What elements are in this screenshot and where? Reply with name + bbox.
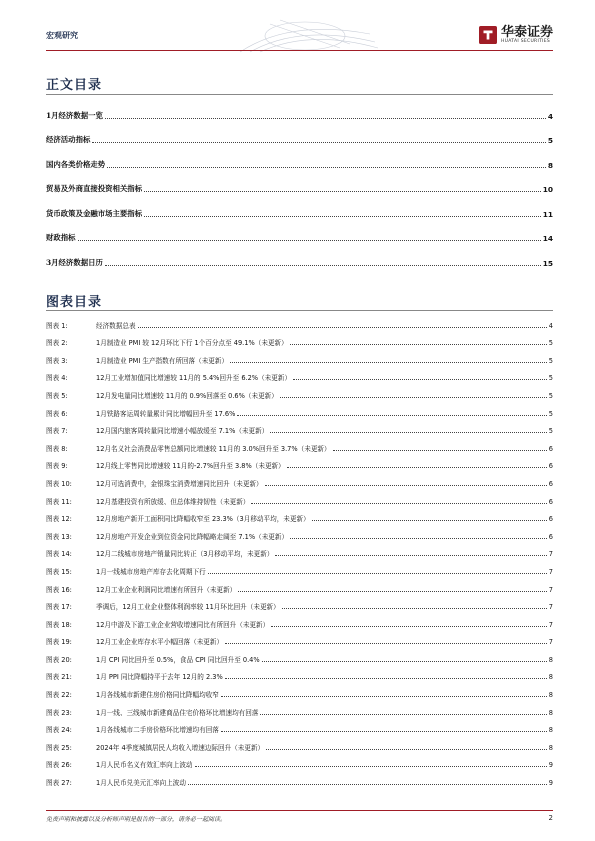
figure-item[interactable] — [46, 664, 553, 682]
figure-item[interactable] — [46, 734, 553, 752]
toc-item-page: 15 — [542, 258, 553, 268]
dot-leader — [92, 142, 545, 143]
huatai-logo-icon — [479, 26, 497, 44]
figure-item-label: 经济数据总表 — [96, 321, 136, 330]
figure-item-page: 8 — [548, 655, 553, 664]
figure-item[interactable] — [46, 312, 553, 330]
figure-item-number: 图表 27: — [46, 779, 72, 788]
figure-item-number: 图表 1: — [46, 321, 68, 330]
toc-title: 正文目录 — [46, 78, 103, 93]
dot-leader — [144, 191, 541, 192]
figure-item-number: 图表 18: — [46, 620, 72, 629]
brand-logo — [479, 26, 553, 44]
figure-item-label: 12月工业企业库存水平小幅回落（未更新） — [96, 638, 224, 647]
figure-item-number: 图表 22: — [46, 691, 72, 700]
toc-title-rule — [46, 94, 553, 95]
dot-leader — [282, 608, 547, 609]
figure-item-label: 1月铁路客运周转量累计同比增幅回升至 17.6% — [96, 409, 236, 418]
toc-item-label: 国内各类价格走势 — [46, 159, 106, 169]
figure-item-number: 图表 12: — [46, 515, 72, 524]
figure-item-page: 8 — [548, 691, 553, 700]
figure-item[interactable] — [46, 541, 553, 559]
dot-leader — [107, 167, 546, 168]
header-rule — [46, 50, 553, 51]
figure-item-label: 12月发电量同比增速较 11月的 0.9%回落至 0.6%（未更新） — [96, 391, 278, 400]
dot-leader — [290, 344, 547, 345]
figure-item-label: 12月工业企业利润同比增速有所回升（未更新） — [96, 585, 237, 594]
dot-leader — [238, 591, 547, 592]
figure-item-label: 1月人民币兑美元汇率向上波动 — [96, 779, 186, 788]
figure-item-page: 6 — [548, 462, 553, 471]
dot-leader — [138, 327, 547, 328]
figure-item-number: 图表 20: — [46, 655, 72, 664]
figure-item[interactable] — [46, 400, 553, 418]
figure-item-label: 1月各线城市新建住房价格同比降幅均收窄 — [96, 691, 219, 700]
figure-item-number: 图表 16: — [46, 585, 72, 594]
dot-leader — [105, 118, 546, 119]
figure-item-page: 8 — [548, 743, 553, 752]
figure-item-page: 6 — [548, 515, 553, 524]
figure-item-number: 图表 9: — [46, 462, 68, 471]
dot-leader — [287, 467, 547, 468]
figure-item-page: 9 — [548, 761, 553, 770]
figure-item[interactable] — [46, 699, 553, 717]
figure-item-page: 5 — [548, 391, 553, 400]
dot-leader — [105, 265, 541, 266]
dot-leader — [237, 415, 546, 416]
dot-leader — [312, 520, 547, 521]
figure-item-page: 8 — [548, 726, 553, 735]
figure-item-number: 图表 4: — [46, 374, 68, 383]
figure-item-label: 2024年 4季度城镇居民人均收入增速边际回升（未更新） — [96, 743, 265, 752]
footer-rule — [46, 810, 553, 811]
dot-leader — [265, 485, 547, 486]
dot-leader — [188, 784, 547, 785]
toc-item-page: 11 — [542, 209, 553, 219]
figure-item[interactable] — [46, 523, 553, 541]
figure-item-label: 1月人民币名义有效汇率向上波动 — [96, 761, 193, 770]
toc-item-label: 财政指标 — [46, 233, 76, 242]
toc-item-page: 8 — [547, 160, 553, 170]
figure-item-number: 图表 13: — [46, 532, 72, 541]
toc-item[interactable] — [46, 145, 553, 170]
figure-item-label: 12月房地产开发企业到位资金同比降幅略走阔至 7.1%（未更新） — [96, 532, 289, 541]
figure-item-label: 12月中游及下游工业企业营收增速同比有所回升（未更新） — [96, 620, 270, 629]
figure-item-page: 7 — [548, 567, 553, 576]
footer-disclaimer: 免责声明和披露以及分析师声明是报告的一部分，请务必一起阅读。 — [46, 816, 227, 823]
figure-item[interactable] — [46, 365, 553, 383]
header-decoration — [230, 14, 380, 54]
figure-item-number: 图表 14: — [46, 550, 72, 559]
figure-item-page: 5 — [548, 409, 553, 418]
figure-item-page: 7 — [548, 620, 553, 629]
figure-item-page: 5 — [548, 427, 553, 436]
figure-item[interactable] — [46, 629, 553, 647]
figure-item[interactable] — [46, 611, 553, 629]
figure-item-number: 图表 6: — [46, 409, 68, 418]
figure-item-page: 6 — [548, 532, 553, 541]
toc-item[interactable] — [46, 96, 553, 121]
toc-item-page: 14 — [542, 234, 553, 243]
figure-item-number: 图表 8: — [46, 444, 68, 453]
figure-item-number: 图表 5: — [46, 391, 68, 400]
figure-item[interactable] — [46, 646, 553, 664]
figure-item-page: 6 — [548, 444, 553, 453]
figure-item-number: 图表 21: — [46, 673, 72, 682]
dot-leader — [260, 714, 546, 715]
dot-leader — [333, 450, 547, 451]
page-number: 2 — [548, 814, 553, 822]
figure-item-label: 12月房地产新开工面积同比降幅收窄至 23.3%（3月移动平均，未更新） — [96, 515, 310, 524]
figure-item[interactable] — [46, 558, 553, 576]
dot-leader — [195, 766, 547, 767]
figure-item-page: 9 — [548, 779, 553, 788]
figure-item-number: 图表 26: — [46, 761, 72, 770]
figure-item-page: 7 — [548, 638, 553, 647]
figure-item-number: 图表 17: — [46, 603, 72, 612]
dot-leader — [78, 240, 541, 241]
figure-item[interactable] — [46, 681, 553, 699]
figure-item-label: 1月各线城市二手房价格环比增速均有回落 — [96, 726, 219, 735]
figure-item[interactable] — [46, 717, 553, 735]
figure-item-label: 12月工业增加值同比增速较 11月的 5.4%回升至 6.2%（未更新） — [96, 374, 292, 383]
figure-item-label: 12月名义社会消费品零售总额同比增速较 11月的 3.0%回升至 3.7%（未更新） — [96, 444, 331, 453]
toc-item-label: 经济活动指标 — [46, 135, 91, 144]
figure-item-number: 图表 24: — [46, 726, 72, 735]
toc-item-page: 4 — [547, 111, 553, 121]
toc-item[interactable] — [46, 170, 553, 195]
dot-leader — [270, 432, 546, 433]
figure-item-page: 8 — [548, 708, 553, 717]
figure-item-label: 1月 PPI 同比降幅持平于去年 12月的 2.3% — [96, 673, 223, 682]
figure-item-page: 5 — [548, 374, 553, 383]
figure-item-page: 7 — [548, 603, 553, 612]
brand-name-cn: 华泰证券 — [500, 25, 553, 40]
figure-item[interactable] — [46, 488, 553, 506]
toc-item-label: 贸易及外商直接投资相关指标 — [46, 184, 143, 193]
figure-item-number: 图表 10: — [46, 479, 72, 488]
dot-leader — [275, 555, 546, 556]
toc-item[interactable] — [46, 194, 553, 219]
figure-item[interactable] — [46, 435, 553, 453]
toc-item-label: 1月经济数据一览 — [46, 110, 103, 120]
figure-item-number: 图表 23: — [46, 708, 72, 717]
figure-item-page: 6 — [548, 497, 553, 506]
figure-item[interactable] — [46, 470, 553, 488]
figure-item-label: 季调后，12月工业企业整体利润率较 11月环比回升（未更新） — [96, 603, 280, 612]
figure-item-number: 图表 15: — [46, 567, 72, 576]
list-of-figures — [46, 312, 553, 787]
figure-item-page: 8 — [548, 673, 553, 682]
dot-leader — [280, 397, 547, 398]
figure-item-label: 12月基建投资有所放缓、但总体维持韧性（未更新） — [96, 497, 250, 506]
figure-item-page: 5 — [548, 356, 553, 365]
toc-item[interactable] — [46, 219, 553, 244]
figure-item-number: 图表 7: — [46, 427, 68, 436]
dot-leader — [262, 661, 547, 662]
figure-item-label: 12月二线城市房地产销量同比转正（3月移动平均，未更新） — [96, 550, 274, 559]
figure-item[interactable] — [46, 382, 553, 400]
section-label: 宏观研究 — [46, 30, 78, 40]
figure-item-page: 7 — [548, 550, 553, 559]
dot-leader — [251, 503, 546, 504]
figure-item[interactable] — [46, 453, 553, 471]
figure-item[interactable] — [46, 576, 553, 594]
figure-item-page: 6 — [548, 479, 553, 488]
toc-item[interactable] — [46, 121, 553, 146]
toc-item-page: 10 — [542, 185, 553, 194]
figure-item-label: 12月线上零售同比增速较 11月的-2.7%回升至 3.8%（未更新） — [96, 462, 285, 471]
dot-leader — [290, 538, 547, 539]
figure-item-label: 12月国内旅客周转量同比增速小幅放缓至 7.1%（未更新） — [96, 427, 269, 436]
figure-item-number: 图表 2: — [46, 339, 68, 348]
dot-leader — [225, 678, 547, 679]
figure-item-label: 1月制造业 PMI 生产指数有所回落（未更新） — [96, 356, 229, 365]
figure-item-number: 图表 11: — [46, 497, 72, 506]
figure-item[interactable] — [46, 418, 553, 436]
dot-leader — [221, 731, 547, 732]
dot-leader — [230, 362, 547, 363]
figure-item-label: 1月一线城市房地产库存去化周期下行 — [96, 567, 206, 576]
table-of-contents — [46, 96, 553, 268]
figure-item[interactable] — [46, 506, 553, 524]
figure-item-number: 图表 3: — [46, 356, 68, 365]
toc-item-label: 3月经济数据日历 — [46, 257, 103, 267]
figures-title: 图表目录 — [46, 295, 103, 310]
figure-item[interactable] — [46, 347, 553, 365]
brand-name-en: HUATAI SECURITIES — [500, 39, 551, 44]
figure-item-label: 1月一线、三线城市新建商品住宅价格环比增速均有回落 — [96, 708, 259, 717]
dot-leader — [225, 643, 547, 644]
toc-item-label: 货币政策及金融市场主要指标 — [46, 208, 143, 218]
figure-item-page: 4 — [548, 321, 553, 330]
figure-item-label: 1月 CPI 同比回升至 0.5%，食品 CPI 同比回升至 0.4% — [96, 655, 260, 664]
figure-item-label: 12月可选消费中，金银珠宝消费增速同比回升（未更新） — [96, 479, 263, 488]
figures-title-rule — [46, 310, 553, 311]
figure-item[interactable] — [46, 752, 553, 770]
dot-leader — [144, 216, 541, 217]
figure-item[interactable] — [46, 330, 553, 348]
toc-item[interactable] — [46, 243, 553, 268]
figure-item-label: 1月制造业 PMI 较 12月环比下行 1个百分点至 49.1%（未更新） — [96, 339, 288, 348]
dot-leader — [271, 626, 547, 627]
toc-item-page: 5 — [547, 136, 553, 145]
dot-leader — [266, 749, 547, 750]
figure-item[interactable] — [46, 594, 553, 612]
figure-item-page: 5 — [548, 339, 553, 348]
figure-item-page: 7 — [548, 585, 553, 594]
dot-leader — [208, 573, 547, 574]
dot-leader — [293, 379, 547, 380]
figure-item-number: 图表 19: — [46, 638, 72, 647]
dot-leader — [221, 696, 547, 697]
figure-item[interactable] — [46, 769, 553, 787]
figure-item-number: 图表 25: — [46, 743, 72, 752]
